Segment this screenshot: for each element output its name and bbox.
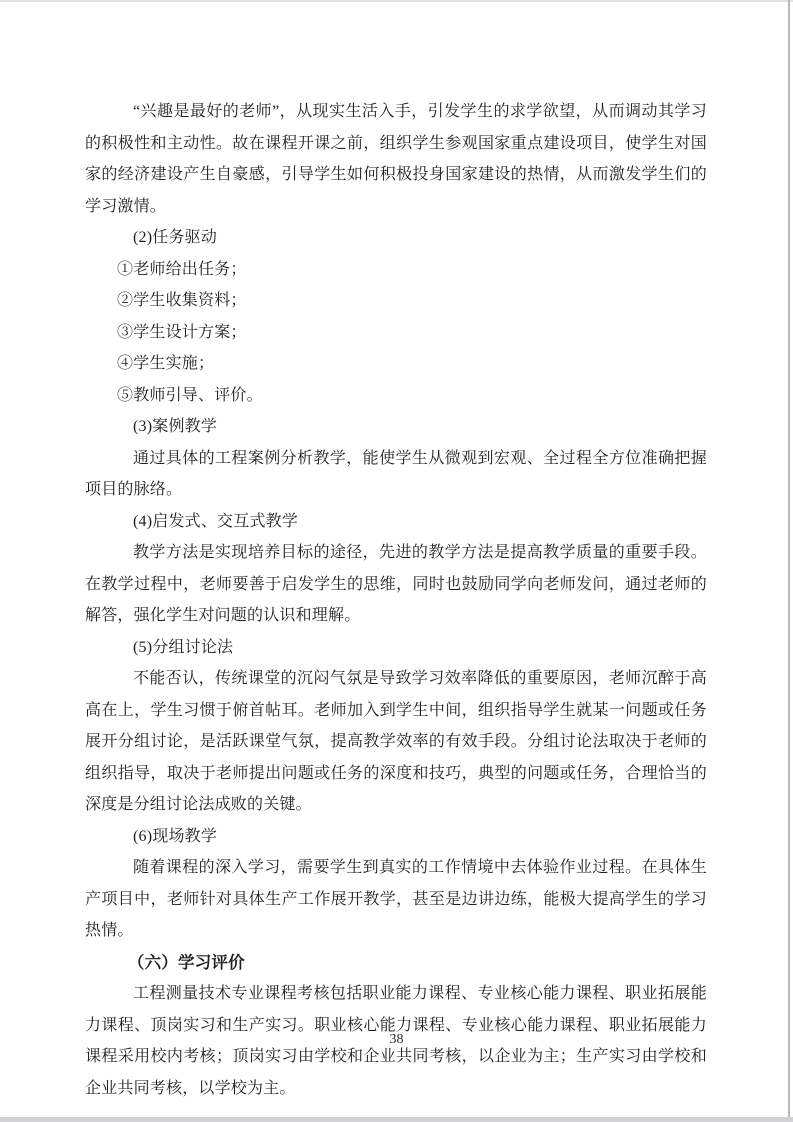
list-heading: (4)启发式、交互式教学 <box>133 512 299 530</box>
list-item: ②学生收集资料； <box>117 292 247 309</box>
document-body <box>85 96 707 1104</box>
scan-edge-bottom <box>0 1117 793 1122</box>
list-item: ④学生实施； <box>117 355 215 372</box>
list-heading: (3)案例教学 <box>133 418 218 435</box>
list-item: ⑤教师引导、评价。 <box>117 386 263 404</box>
list-item: ③学生设计方案； <box>117 323 247 341</box>
section-heading: （六）学习评价 <box>127 952 245 972</box>
paragraph: 随着课程的深入学习，需要学生到真实的工作情境中去体验作业过程。在具体生产项目中，老师针对具体生产工作展开教学，甚至是边讲边练，能极大提高学生的学习热情。 <box>85 859 707 939</box>
page-number: 38 <box>389 1032 404 1047</box>
paragraph: 不能否认，传统课堂的沉闷气氛是导致学习效率降低的重要原因，老师沉醉于高高在上，学生习惯于俯首帖耳。老师加入到学生中间，组织指导学生就某一问题或任务展开分组讨论，是活跃课堂气氛，提高教学效率的有效手段。分组讨论法取决于老师的组织指导，取决于老师提出问题或任务的深度和技巧，典型的问题或任务，合理恰当的深度是分组讨论法成败的关键。 <box>85 670 707 813</box>
paragraph: “兴趣是最好的老师”，从现实生活入手，引发学生的求学欲望，从而调动其学习的积极性和主动性。故在课程开课之前，组织学生参观国家重点建设项目，使学生对国家的经济建设产生自豪感，引导学生如何积极投身国家建设的热情，从而激发学生们的学习激情。 <box>85 103 707 215</box>
list-heading: (5)分组讨论法 <box>133 638 234 656</box>
paragraph: 教学方法是实现培养目标的途径，先进的教学方法是提高教学质量的重要手段。在教学过程中，老师要善于启发学生的思维，同时也鼓励同学向老师发问，通过老师的解答，强化学生对问题的认识和理解。 <box>85 544 707 624</box>
paragraph: 通过具体的工程案例分析教学，能使学生从微观到宏观、全过程全方位准确把握项目的脉络。 <box>85 449 707 498</box>
list-item: ①老师给出任务； <box>117 260 247 278</box>
scan-edge-top <box>0 0 793 2</box>
list-heading: (2)任务驱动 <box>133 229 218 246</box>
paragraph: 工程测量技术专业课程考核包括职业能力课程、专业核心能力课程、职业拓展能力课程、顶岗实习和生产实习。职业核心能力课程、专业核心能力课程、职业拓展能力课程采用校内考核；顶岗实习由学校和企业共同考核，以企业为主；生产实习由学校和企业共同考核，以学校为主。 <box>85 985 707 1097</box>
scan-edge-right <box>788 0 790 1122</box>
list-heading: (6)现场教学 <box>133 827 218 845</box>
